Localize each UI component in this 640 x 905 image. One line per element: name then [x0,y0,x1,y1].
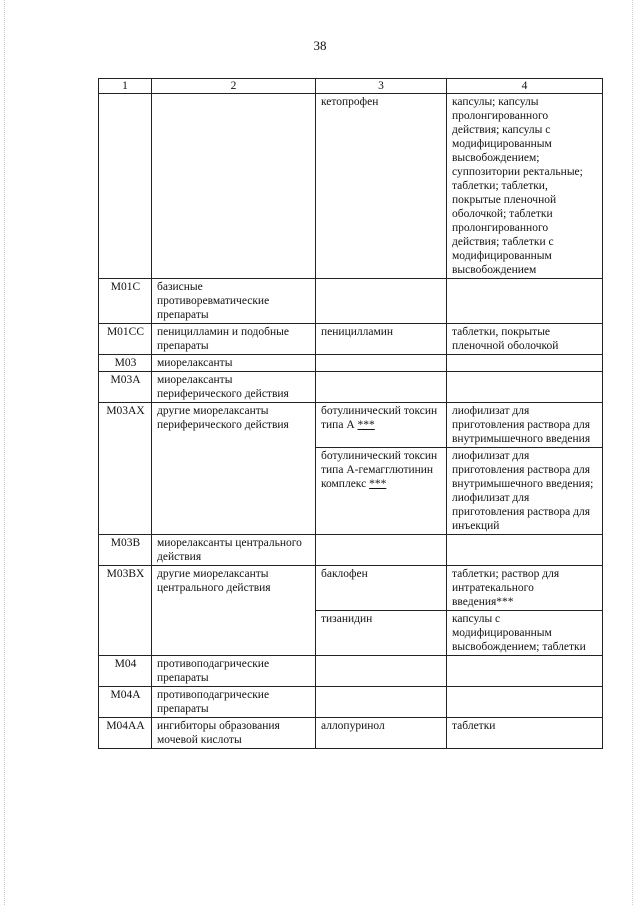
dosage-forms [447,535,603,566]
table-row [99,324,603,355]
drug-name: тизанидин [316,611,447,656]
drug-name-text: ботулинический токсин типа А-гемагглютинин комплекс [321,450,438,490]
dosage-forms: таблетки, покрытые пленочной оболочкой [447,324,603,355]
header-col-3: 3 [316,79,447,94]
dosage-forms [447,372,603,403]
atc-code: M01CC [99,324,152,355]
group-name: другие миорелаксанты центрального действия [152,566,316,656]
dosage-forms: таблетки [447,718,603,749]
table-row [99,355,603,372]
drug-name: аллопуринол [316,718,447,749]
group-name: миорелаксанты периферического действия [152,372,316,403]
atc-code: M04A [99,687,152,718]
group-name: миорелаксанты центрального действия [152,535,316,566]
table-row [99,372,603,403]
table-row [99,94,603,279]
dosage-forms [447,355,603,372]
group-name: противоподагрические препараты [152,656,316,687]
drug-name-text: ботулинический токсин типа А [321,405,438,431]
atc-code: M03B [99,535,152,566]
group-name: противоподагрические препараты [152,687,316,718]
header-col-2: 2 [152,79,316,94]
drug-name [316,687,447,718]
header-col-4: 4 [447,79,603,94]
page-number: 38 [313,38,327,53]
header-col-1: 1 [99,79,152,94]
atc-code: M04 [99,656,152,687]
dosage-forms [447,656,603,687]
group-name [152,94,316,279]
atc-code: M01C [99,279,152,324]
drug-name: пеницилламин [316,324,447,355]
dosage-forms: таблетки; раствор для интратекального введения*** [447,566,603,611]
scan-edge-left [4,0,6,905]
atc-code: M04AA [99,718,152,749]
special-mark: *** [357,419,375,431]
group-name: пеницилламин и подобные препараты [152,324,316,355]
dosage-forms [447,279,603,324]
special-mark: *** [369,478,387,490]
drug-name [316,279,447,324]
table-row [99,279,603,324]
drug-name: баклофен [316,566,447,611]
group-name: миорелаксанты [152,355,316,372]
table-row [99,656,603,687]
drug-name [316,355,447,372]
group-name: базисные противоревматические препараты [152,279,316,324]
dosage-forms: лиофилизат для приготовления раствора для внутримышечного введения; лиофилизат для приготовления раствора для инъекций [447,448,603,535]
dosage-forms: капсулы; капсулы пролонгированного действия; капсулы с модифицированным высвобождением; суппозитории ректальные; таблетки; таблетки, покрытые пленочной оболочкой; таблетки пролонгированного действия; таблетки с модифицированным высвобождением [447,94,603,279]
dosage-forms [447,687,603,718]
table-row [99,687,603,718]
atc-code: M03BX [99,566,152,656]
group-name: ингибиторы образования мочевой кислоты [152,718,316,749]
table-row [99,566,603,611]
table-row [99,403,603,448]
drug-name [316,656,447,687]
drug-name [316,448,447,535]
atc-code [99,94,152,279]
drug-name [316,535,447,566]
table-row [99,718,603,749]
drug-name: кетопрофен [316,94,447,279]
atc-code: M03A [99,372,152,403]
drug-name [316,403,447,448]
drug-name [316,372,447,403]
header-row [99,79,603,94]
dosage-forms: лиофилизат для приготовления раствора для внутримышечного введения [447,403,603,448]
scan-edge-right [632,0,634,905]
dosage-forms: капсулы с модифицированным высвобождением; таблетки [447,611,603,656]
drug-classification-table [98,78,603,749]
atc-code: M03AX [99,403,152,535]
table-row [99,535,603,566]
group-name: другие миорелаксанты периферического действия [152,403,316,535]
atc-code: M03 [99,355,152,372]
